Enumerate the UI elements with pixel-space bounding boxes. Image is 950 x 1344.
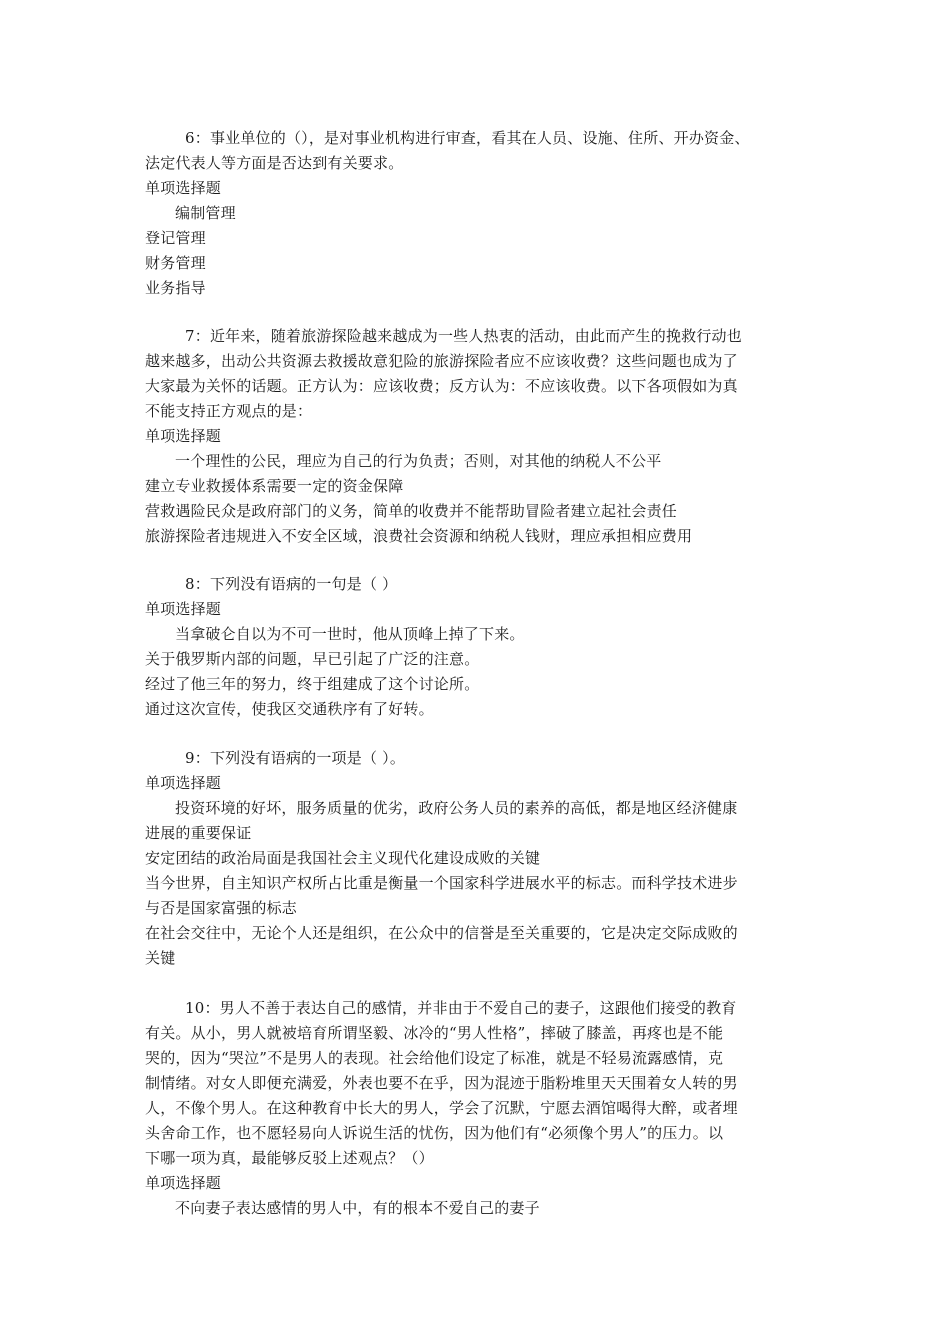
option-a: 编制管理 — [175, 204, 236, 222]
option-b: 建立专业救援体系需要一定的资金保障 — [145, 477, 404, 495]
question-type: 单项选择题 — [145, 179, 222, 197]
option-b: 安定团结的政治局面是我国社会主义现代化建设成败的关键 — [145, 849, 541, 867]
option-a: 一个理性的公民，理应为自己的行为负责；否则，对其他的纳税人不公平 — [175, 452, 662, 470]
question-9 — [145, 746, 810, 971]
question-stem-line: 人，不像个男人。在这种教育中长大的男人，学会了沉默，宁愿去酒馆喝得大醉，或者埋 — [145, 1099, 738, 1117]
option-d: 业务指导 — [145, 279, 206, 297]
option-b: 关于俄罗斯内部的问题，早已引起了广泛的注意。 — [145, 650, 480, 668]
question-stem-line: 哭的，因为“哭泣”不是男人的表现。社会给他们设定了标准，就是不轻易流露感情，克 — [145, 1049, 724, 1067]
question-stem-line: 7：近年来，随着旅游探险越来越成为一些人热衷的活动，由此而产生的挽救行动也 — [185, 327, 742, 345]
option-b: 登记管理 — [145, 229, 206, 247]
option-c: 营救遇险民众是政府部门的义务，简单的收费并不能帮助冒险者建立起社会责任 — [145, 502, 678, 520]
question-10 — [145, 996, 810, 1221]
question-type: 单项选择题 — [145, 774, 222, 792]
question-type: 单项选择题 — [145, 1174, 222, 1192]
option-c: 当今世界，自主知识产权所占比重是衡量一个国家科学进展水平的标志。而科学技术进步 — [145, 874, 738, 892]
question-stem-line: 越来越多，出动公共资源去救援故意犯险的旅游探险者应不应该收费？这些问题也成为了 — [145, 352, 738, 370]
question-stem-line: 法定代表人等方面是否达到有关要求。 — [145, 154, 404, 172]
option-a-continued: 进展的重要保证 — [145, 824, 252, 842]
question-8 — [145, 572, 810, 722]
option-a: 投资环境的好坏，服务质量的优劣，政府公务人员的素养的高低，都是地区经济健康 — [175, 799, 738, 817]
option-c: 财务管理 — [145, 254, 206, 272]
question-stem-line: 有关。从小，男人就被培育所谓坚毅、冰冷的“男人性格”，摔破了膝盖，再疼也是不能 — [145, 1024, 724, 1042]
option-c: 经过了他三年的努力，终于组建成了这个讨论所。 — [145, 675, 480, 693]
question-stem-line: 制情绪。对女人即便充满爱，外表也要不在乎，因为混迹于脂粉堆里天天围着女人转的男 — [145, 1074, 738, 1092]
question-type: 单项选择题 — [145, 427, 222, 445]
question-7 — [145, 324, 810, 549]
option-d: 通过这次宣传，使我区交通秩序有了好转。 — [145, 700, 434, 718]
option-d-continued: 关键 — [145, 949, 176, 967]
option-d: 在社会交往中，无论个人还是组织，在公众中的信誉是至关重要的，它是决定交际成败的 — [145, 924, 738, 942]
question-type: 单项选择题 — [145, 600, 222, 618]
question-stem-line: 10：男人不善于表达自己的感情，并非由于不爱自己的妻子，这跟他们接受的教育 — [185, 999, 737, 1017]
option-c-continued: 与否是国家富强的标志 — [145, 899, 298, 917]
question-stem-line: 9：下列没有语病的一项是（ ）。 — [185, 749, 406, 767]
question-stem-line: 大家最为关怀的话题。正方认为：应该收费；反方认为：不应该收费。以下各项假如为真 — [145, 377, 738, 395]
option-d: 旅游探险者违规进入不安全区域，浪费社会资源和纳税人钱财，理应承担相应费用 — [145, 527, 693, 545]
question-6 — [145, 126, 810, 301]
option-a: 当拿破仑自以为不可一世时，他从顶峰上掉了下来。 — [175, 625, 525, 643]
question-stem-line: 6：事业单位的（），是对事业机构进行审查，看其在人员、设施、住所、开办资金、 — [185, 129, 750, 147]
question-stem-line: 头舍命工作，也不愿轻易向人诉说生活的忧伤，因为他们有“必须像个男人”的压力。以 — [145, 1124, 724, 1142]
question-stem-line: 8：下列没有语病的一句是（ ） — [185, 575, 398, 593]
question-stem-line: 不能支持正方观点的是： — [145, 402, 313, 420]
option-a: 不向妻子表达感情的男人中，有的根本不爱自己的妻子 — [175, 1199, 540, 1217]
question-stem-line: 下哪一项为真，最能够反驳上述观点？（） — [145, 1149, 434, 1167]
